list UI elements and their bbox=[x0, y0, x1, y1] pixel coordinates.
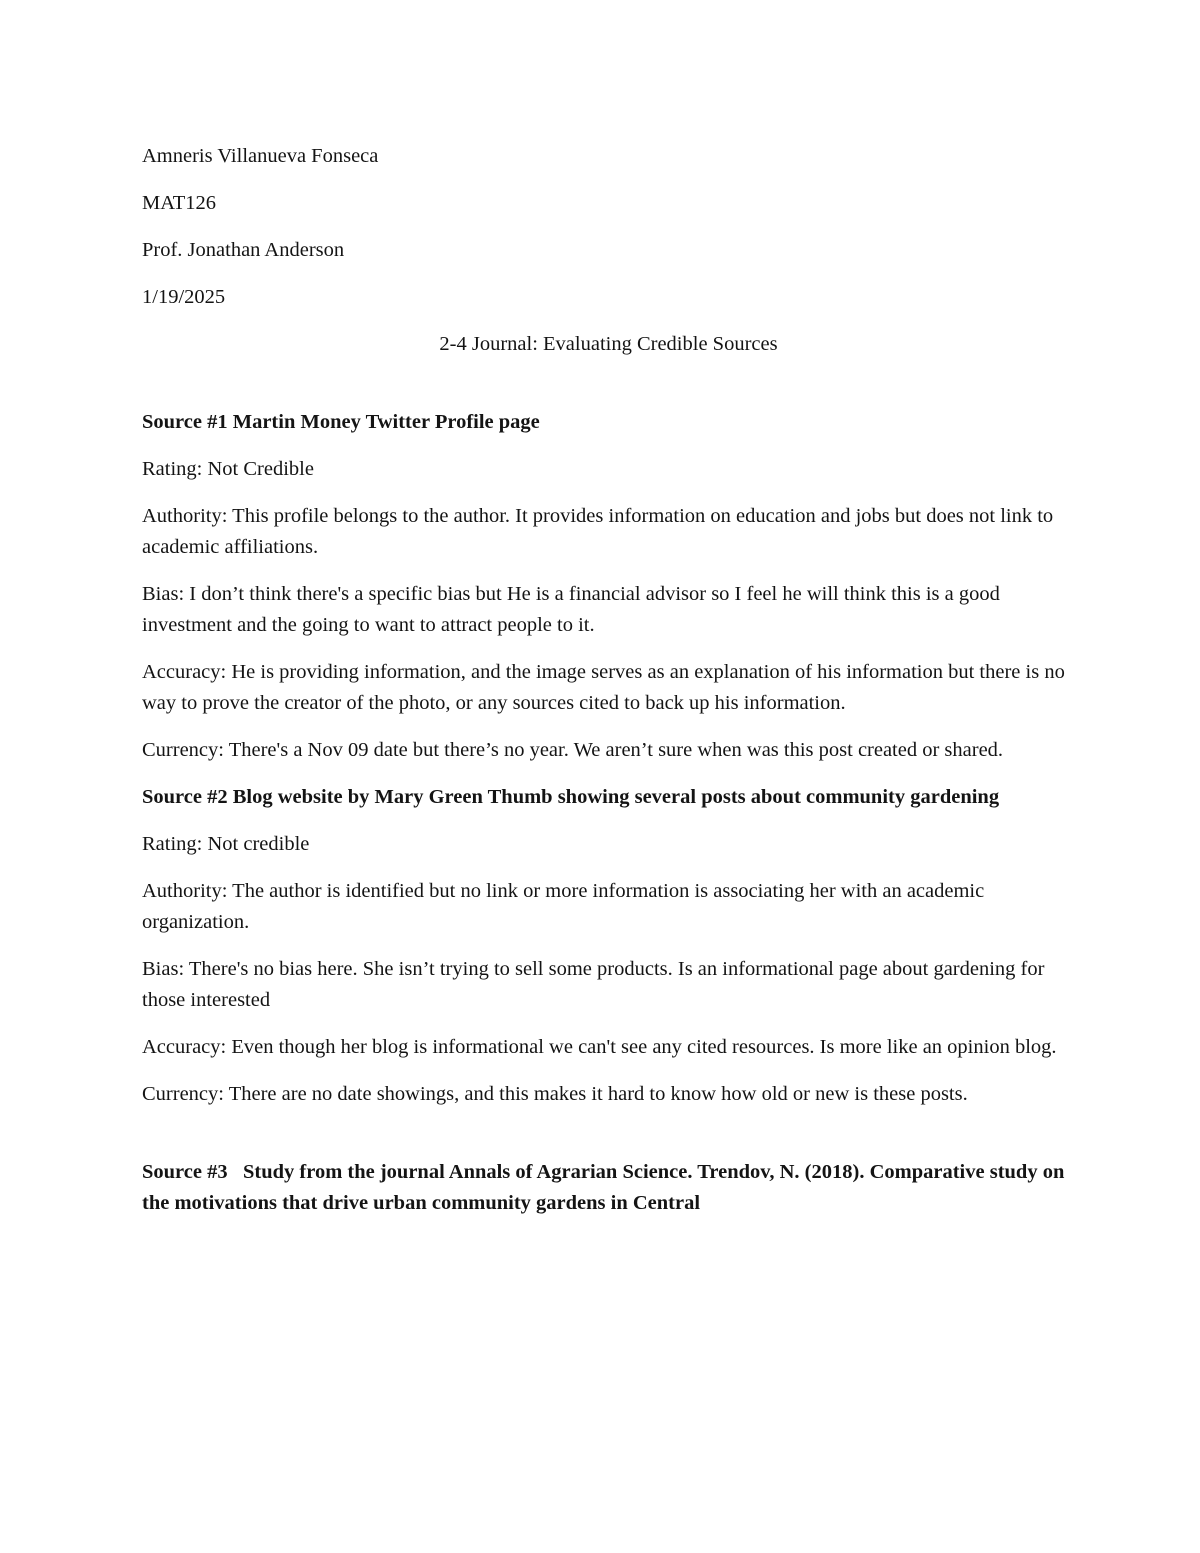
source-section-3 bbox=[142, 1157, 1070, 1219]
student-name: Amneris Villanueva Fonseca bbox=[142, 145, 379, 167]
document-title: 2-4 Journal: Evaluating Credible Sources bbox=[439, 333, 778, 355]
source-rating: Rating: Not credible bbox=[142, 833, 310, 855]
source-bias: Bias: There's no bias here. She isn’t trying to sell some products. Is an informational page about gardening for those interested bbox=[142, 958, 1045, 1011]
course-code: MAT126 bbox=[142, 192, 217, 214]
source-accuracy: Accuracy: Even though her blog is informational we can't see any cited resources. Is more like an opinion blog. bbox=[142, 1036, 1057, 1058]
source-bias: Bias: I don’t think there's a specific bias but He is a financial advisor so I feel he will think this is a good investment and the going to want to attract people to it. bbox=[142, 583, 1000, 636]
professor-name: Prof. Jonathan Anderson bbox=[142, 239, 345, 261]
source-authority: Authority: This profile belongs to the author. It provides information on education and jobs but does not link to academic affiliations. bbox=[142, 505, 1054, 558]
source-rating: Rating: Not Credible bbox=[142, 458, 314, 480]
source-section-2 bbox=[142, 782, 1067, 1110]
source-authority: Authority: The author is identified but no link or more information is associating her with an academic organization. bbox=[142, 880, 985, 933]
source-heading: Source #2 Blog website by Mary Green Thumb showing several posts about community gardening bbox=[142, 786, 1000, 808]
source-currency: Currency: There are no date showings, and this makes it hard to know how old or new is these posts. bbox=[142, 1083, 968, 1105]
source-heading: Source #3 Study from the journal Annals of Agrarian Science. Trendov, N. (2018). Comparative study on the motivations that drive urban community gardens in Central bbox=[142, 1161, 1070, 1214]
source-heading: Source #1 Martin Money Twitter Profile page bbox=[142, 411, 540, 433]
source-accuracy: Accuracy: He is providing information, and the image serves as an explanation of his information but there is no way to prove the creator of the photo, or any sources cited to back up his information. bbox=[142, 661, 1065, 714]
document-body bbox=[142, 141, 1070, 1219]
document-date: 1/19/2025 bbox=[142, 286, 226, 308]
source-section-1 bbox=[142, 407, 1067, 766]
source-currency: Currency: There's a Nov 09 date but there’s no year. We aren’t sure when was this post created or shared. bbox=[142, 739, 1004, 761]
